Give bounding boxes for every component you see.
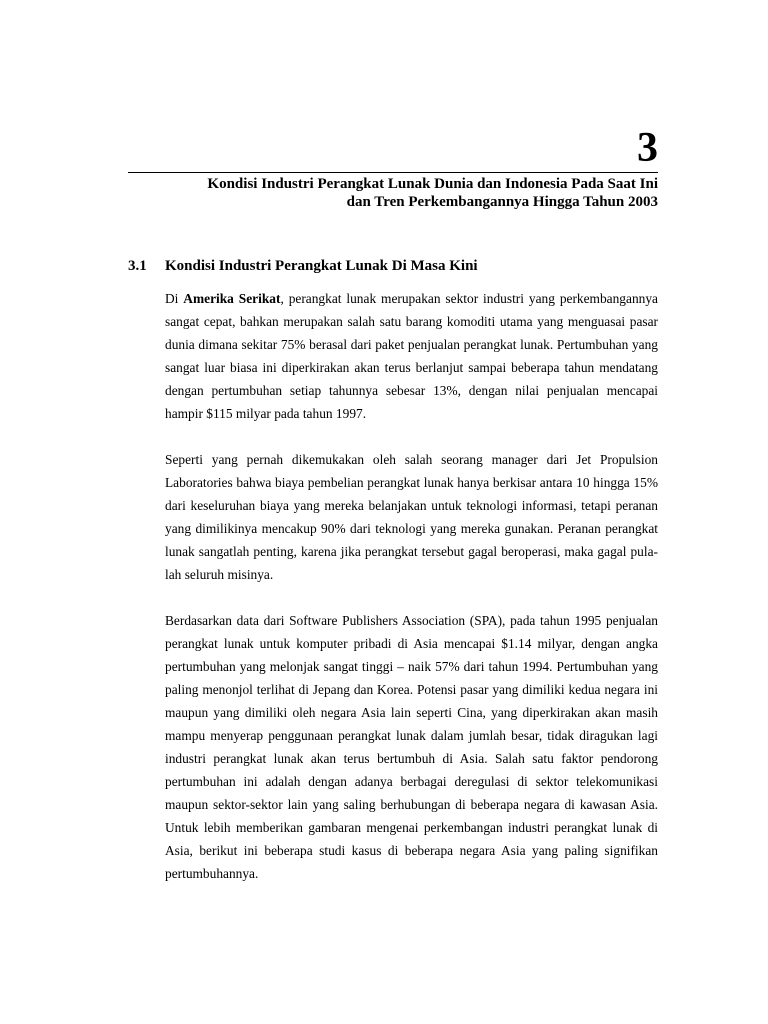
- paragraph-3: Berdasarkan data dari Software Publishers Association (SPA), pada tahun 1995 penjualan perangkat lunak untuk komputer pribadi di Asia mencapai $1.14 milyar, dengan angka pertumbuhan yang melonjak sangat tinggi – naik 57% dari tahun 1994. Pertumbuhan yang paling menonjol terlihat di Jepang dan Korea. Potensi pasar yang dimiliki kedua negara ini maupun yang dimiliki oleh negara Asia lain seperti Cina, yang diperkirakan akan masih mampu menyerap penggunaan perangkat lunak dalam jumlah besar, tidak diragukan lagi industri perangkat lunak akan terus bertumbuh di Asia. Salah satu faktor pendorong pertumbuhan ini adalah dengan adanya berbagai deregulasi di sektor telekomunikasi maupun sektor-sektor lain yang saling berhubungan di beberapa negara di kawasan Asia. Untuk lebih memberikan gambaran mengenai perkembangan industri perangkat lunak di Asia, berikut ini beberapa studi kasus di beberapa negara Asia yang paling signifikan pertumbuhannya.: [165, 613, 658, 881]
- chapter-title: [128, 175, 658, 211]
- section-heading: [128, 257, 478, 275]
- paragraph-1-emphasis: Amerika Serikat: [183, 291, 281, 306]
- section-number: 3.1: [128, 258, 147, 274]
- chapter-divider: [128, 172, 658, 173]
- paragraph-1-rest: , perangkat lunak merupakan sektor industri yang perkembangannya sangat cepat, bahkan merupakan salah satu barang komoditi utama yang menguasai pasar dunia dimana sekitar 75% berasal dari paket penjualan perangkat lunak. Pertumbuhan yang sangat luar biasa ini diperkirakan akan terus berlanjut sampai beberapa tahun mendatang dengan pertumbuhan setiap tahunnya sebesar 13%, dengan nilai penjualan mencapai hampir $115 milyar pada tahun 1997.: [165, 291, 658, 421]
- body-text: [165, 287, 658, 908]
- paragraph-1-lead: Di: [165, 291, 184, 306]
- section-title: Kondisi Industri Perangkat Lunak Di Masa Kini: [165, 258, 478, 274]
- chapter-title-line-2: dan Tren Perkembangannya Hingga Tahun 2003: [346, 194, 658, 210]
- paragraph-2: Seperti yang pernah dikemukakan oleh salah seorang manager dari Jet Propulsion Laboratories bahwa biaya pembelian perangkat lunak hanya berkisar antara 10 hingga 15% dari keseluruhan biaya yang mereka belanjakan untuk teknologi informasi, tetapi peranan yang dimilikinya mencakup 90% dari teknologi yang mereka gunakan. Peranan perangkat lunak sangatlah penting, karena jika perangkat tersebut gagal beroperasi, maka gagal pula-lah seluruh misinya.: [165, 452, 658, 582]
- paragraph-1: [165, 287, 658, 425]
- chapter-title-line-1: Kondisi Industri Perangkat Lunak Dunia dan Indonesia Pada Saat Ini: [207, 176, 658, 192]
- chapter-number: 3: [637, 125, 658, 171]
